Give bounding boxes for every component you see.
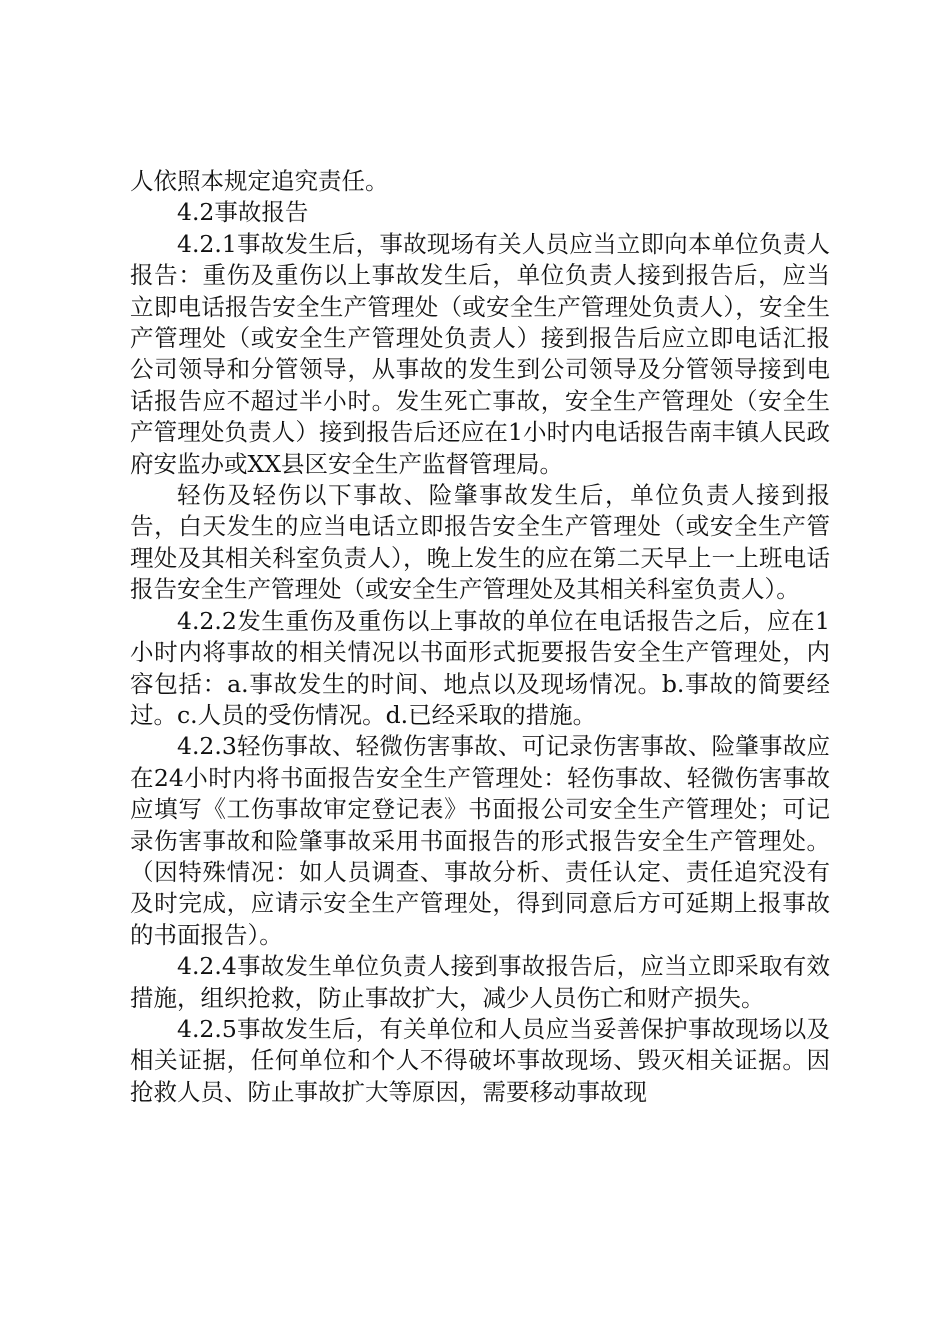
paragraph-minor-injury: 轻伤及轻伤以下事故、险肇事故发生后，单位负责人接到报告，白天发生的应当电话立即报告安全生产管理处（或安全生产管理处及其相关科室负责人），晚上发生的应在第二天早上一上班电话报告安全生产管理处（或安全生产管理处及其相关科室负责人）。 <box>130 481 830 604</box>
paragraph-4-2-4: 4.2.4事故发生单位负责人接到事故报告后，应当立即采取有效措施，组织抢救，防止事故扩大，减少人员伤亡和财产损失。 <box>130 952 830 1012</box>
section-heading: 4.2事故报告 <box>177 198 309 227</box>
paragraph-4-2-5: 4.2.5事故发生后，有关单位和人员应当妥善保护事故现场以及相关证据，任何单位和个人不得破坏事故现场、毁灭相关证据。因抢救人员、防止事故扩大等原因，需要移动事故现 <box>130 1014 830 1106</box>
paragraph-4-2-3: 4.2.3轻伤事故、轻微伤害事故、可记录伤害事故、险肇事故应在24小时内将书面报告安全生产管理处：轻伤事故、轻微伤害事故应填写《工伤事故审定登记表》书面报公司安全生产管理处；可记录伤害事故和险肇事故采用书面报告的形式报告安全生产管理处。（因特殊情况：如人员调查、事故分析、责任认定、责任追究没有及时完成，应请示安全生产管理处，得到同意后方可延期上报事故的书面报告）。 <box>130 732 830 949</box>
paragraph-continuation: 人依照本规定追究责任。 <box>130 167 389 195</box>
paragraph-4-2-2: 4.2.2发生重伤及重伤以上事故的单位在电话报告之后，应在1小时内将事故的相关情况以书面形式扼要报告安全生产管理处，内容包括：a.事故发生的时间、地点以及现场情况。b.事故的简要经过。c.人员的受伤情况。d.已经采取的措施。 <box>130 606 830 729</box>
paragraph-4-2-1: 4.2.1事故发生后，事故现场有关人员应当立即向本单位负责人报告：重伤及重伤以上事故发生后，单位负责人接到报告后，应当立即电话报告安全生产管理处（或安全生产管理处负责人），安全生产管理处（或安全生产管理处负责人）接到报告后应立即电话汇报公司领导和分管领导，从事故的发生到公司领导及分管领导接到电话报告应不超过半小时。发生死亡事故，安全生产管理处（安全生产管理处负责人）接到报告后还应在1小时内电话报告南丰镇人民政府安监办或XX县区安全生产监督管理局。 <box>130 229 830 478</box>
document-body <box>130 166 830 1108</box>
